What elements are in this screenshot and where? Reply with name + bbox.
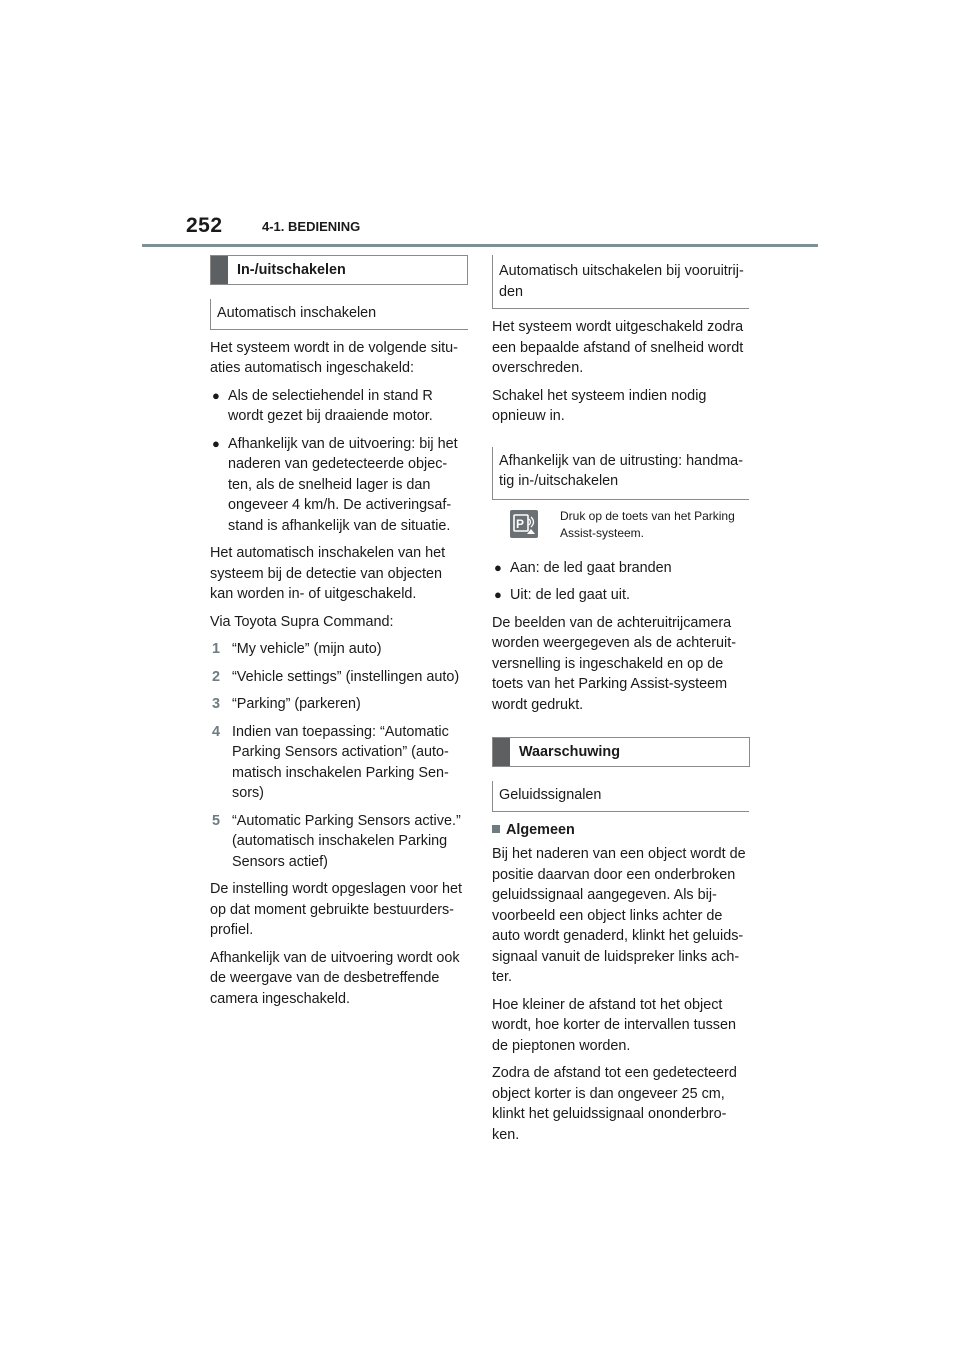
step-text: “Parking” (parkeren) <box>232 696 361 712</box>
subheading-geluidssignalen: Geluidssignalen <box>492 781 749 812</box>
parking-assist-button-icon <box>510 510 538 538</box>
step-number: 5 <box>212 812 221 829</box>
heading-tab <box>493 738 510 766</box>
paragraph: De beelden van de achteruitrijcamera worden weergegeven als de achteruit-versnelling is ingeschakeld en op de toets van het Parking Assist-systeem wordt gedrukt. <box>492 614 736 713</box>
paragraph: Hoe kleiner de afstand tot het object wordt, hoe korter de intervallen tussen de pieptonen worden. <box>492 996 736 1054</box>
bullet-text: Uit: de led gaat uit. <box>510 587 630 603</box>
paragraph: Via Toyota Supra Command: <box>210 613 394 630</box>
left-column <box>210 255 468 1016</box>
paragraph: Bij het naderen van een object wordt de positie daarvan door een onderbroken geluidssignaal aangegeven. Als bij-voorbeeld een object links achter de auto wordt genaderd, klinkt het geluids-signaal vanuit de luidspreker links ach-ter. <box>492 846 746 985</box>
paragraph: Schakel het systeem indien nodig opnieuw in. <box>492 387 707 424</box>
paragraph: Het systeem wordt uitgeschakeld zodra een bepaalde afstand of snelheid wordt overschreden. <box>492 319 744 376</box>
svg-text:P: P <box>516 516 525 531</box>
subsection-heading-text: Algemeen <box>506 821 575 838</box>
step-number: 3 <box>212 696 221 712</box>
paragraph: Het automatisch inschakelen van het systeem bij de detectie van objecten kan worden in- of uitgeschakeld. <box>210 545 446 602</box>
bullet-text: Als de selectiehendel in stand R wordt gezet bij draaiende motor. <box>228 387 433 424</box>
bullet-icon: ● <box>494 587 502 602</box>
step-item <box>210 811 468 873</box>
heading-in-uitschakelen <box>210 255 468 285</box>
heading-text: In-/uitschakelen <box>237 262 346 278</box>
step-text: “Vehicle settings” (instellingen auto) <box>232 668 460 685</box>
step-number: 2 <box>212 668 221 685</box>
bullet-icon: ● <box>212 387 220 403</box>
paragraph: Het systeem wordt in de volgende situ-aties automatisch ingeschakeld: <box>210 339 458 376</box>
step-number: 4 <box>212 723 221 740</box>
heading-text: Waarschuwing <box>519 744 621 760</box>
paragraph: Afhankelijk van de uitvoering wordt ook de weergave van de desbetreffende camera ingeschakeld. <box>210 949 460 1007</box>
bullet-item <box>492 585 750 606</box>
bullet-text: Aan: de led gaat branden <box>510 559 672 576</box>
header-rule <box>142 244 818 247</box>
subheading-automatisch-uitschakelen: Automatisch uitschakelen bij vooruitrij-den <box>492 255 749 309</box>
bullet-item <box>210 434 468 537</box>
step-text: “My vehicle” (mijn auto) <box>232 641 382 657</box>
subheading-handmatig-in-uitschakelen: Afhankelijk van de uitrusting: handma-tig in-/uitschakelen <box>492 447 749 500</box>
step-item <box>210 667 468 688</box>
step-item <box>210 722 468 804</box>
step-number: 1 <box>212 641 221 657</box>
paragraph: De instelling wordt opgeslagen voor het op dat moment gebruikte bestuurders-profiel. <box>210 881 462 938</box>
bullet-item <box>210 386 468 427</box>
paragraph: Zodra de afstand tot een gedetecteerd object korter is dan ongeveer 25 cm, klinkt het geluidssignaal ononderbro-ken. <box>492 1065 737 1143</box>
bullet-item <box>492 558 750 579</box>
right-column <box>492 255 750 1152</box>
bullet-icon: ● <box>212 435 220 451</box>
square-bullet-icon <box>492 825 500 833</box>
icon-instruction <box>492 508 750 552</box>
step-item <box>210 639 468 660</box>
subsection-heading <box>492 820 750 841</box>
section-title: 4-1. BEDIENING <box>262 219 361 234</box>
heading-tab <box>211 256 228 284</box>
step-item <box>210 694 468 715</box>
bullet-icon: ● <box>494 559 502 575</box>
page-number: 252 <box>186 214 223 237</box>
step-text: Indien van toepassing: “Automatic Parking Sensors activation” (auto-matisch inschakelen Parking Sen-sors) <box>232 723 449 801</box>
step-text: “Automatic Parking Sensors active.” (automatisch inschakelen Parking Sensors actief) <box>232 812 461 870</box>
heading-waarschuwing <box>492 737 750 767</box>
subheading-automatisch-inschakelen: Automatisch inschakelen <box>210 299 468 330</box>
icon-caption: Druk op de toets van het Parking Assist-systeem. <box>560 508 735 540</box>
bullet-text: Afhankelijk van de uitvoering: bij het naderen van gedetecteerde objec-ten, als de snelheid lager is dan ongeveer 4 km/h. De activeringsaf-stand is afhankelijk van de situatie. <box>228 435 458 534</box>
